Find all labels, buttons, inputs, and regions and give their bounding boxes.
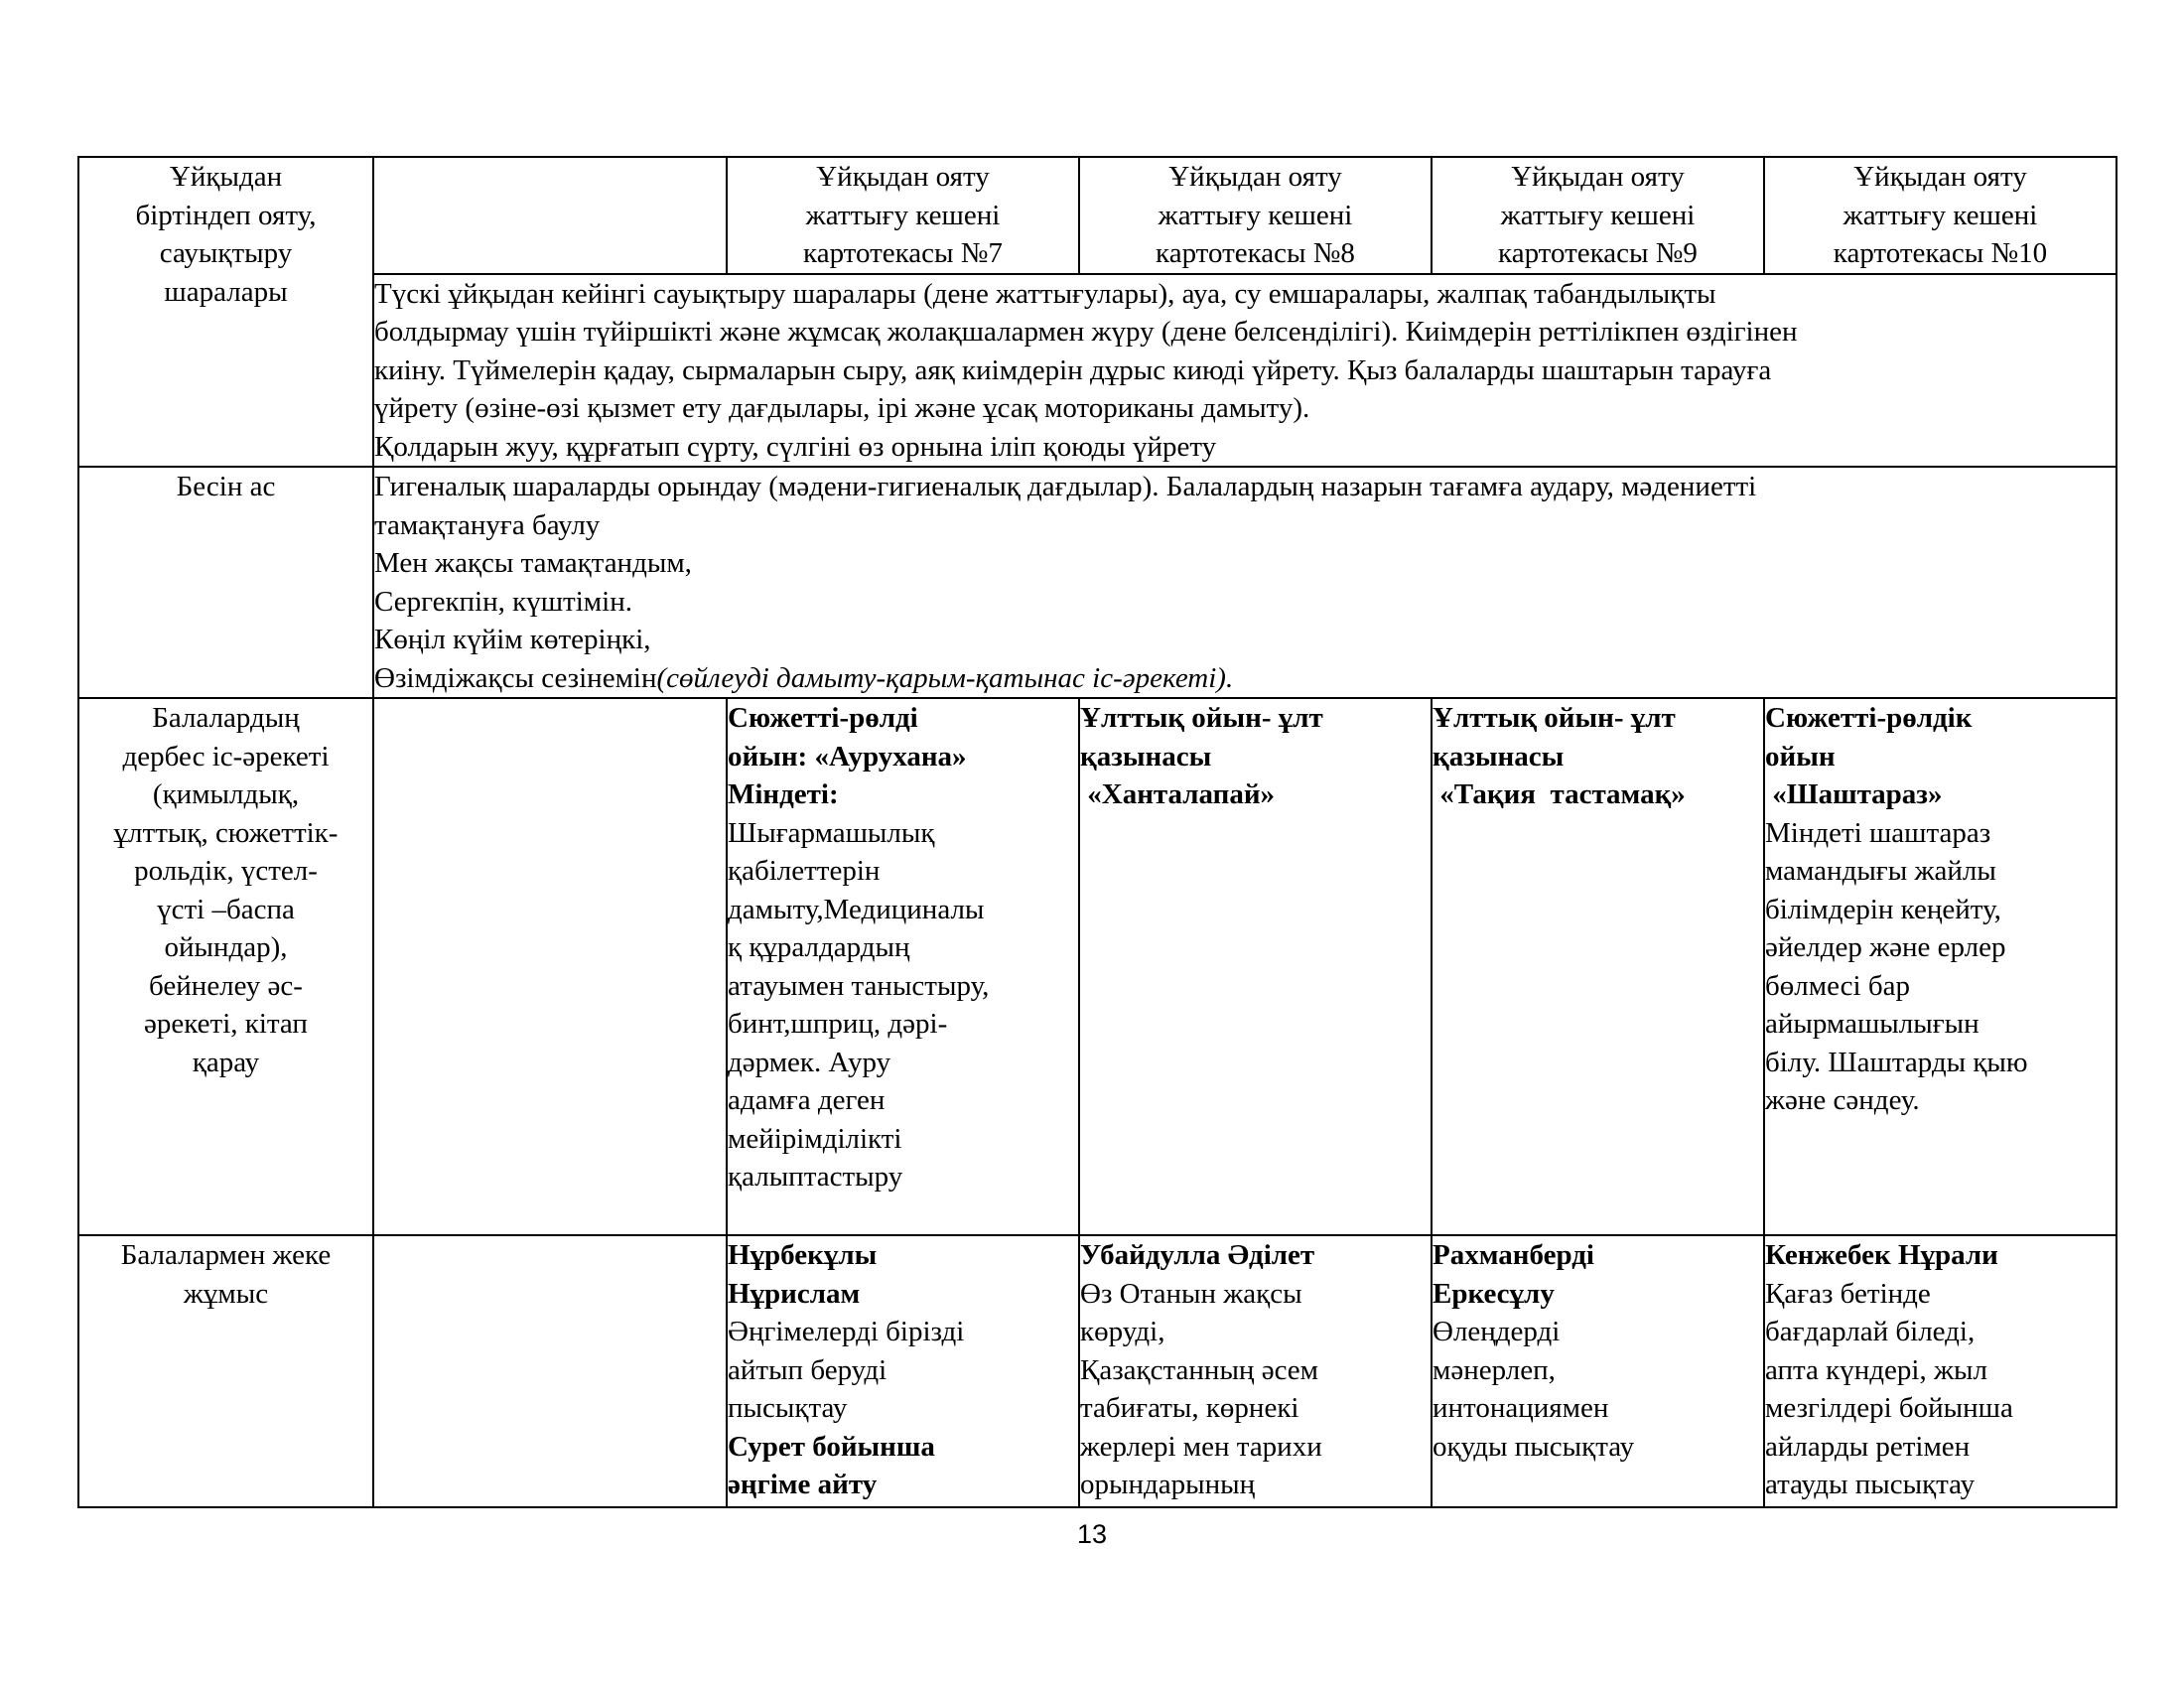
snack-label: [78, 467, 373, 698]
label-line: Балалардың: [152, 702, 300, 734]
label-line: сауықтыру: [159, 237, 293, 269]
empty-cell: [373, 698, 727, 1235]
card-line: Ұйқыдан ояту: [816, 161, 990, 193]
activity-hairdresser-game: [1764, 698, 2116, 1235]
game-title: Ұлттық ойын- ұлт: [1433, 702, 1676, 734]
child-name: Нұрбекұлы: [728, 1239, 878, 1271]
game-title: Сюжетті-рөлді: [728, 702, 918, 734]
label-line: (қимылдық,: [152, 778, 300, 810]
text-line: апта күндері, жыл: [1765, 1353, 1987, 1386]
card-9: [1432, 157, 1764, 274]
individual-child-3: [1432, 1235, 1764, 1507]
text-line: Мен жақсы тамақтандым,: [374, 547, 692, 579]
text-line: бағдарлай біледі,: [1765, 1316, 1976, 1347]
empty-cell: [373, 1235, 727, 1507]
text-line: айтып беруді: [728, 1353, 887, 1386]
game-title: Ұлттық ойын- ұлт: [1080, 702, 1323, 734]
card-line: картотекасы №7: [803, 237, 1003, 269]
task-heading: әңгіме айту: [728, 1469, 878, 1500]
label-line: бейнелеу әс-: [149, 969, 303, 1002]
wakeup-label: [78, 157, 373, 467]
child-name: Нұрислам: [728, 1277, 861, 1310]
child-name: Кенжебек Нұрали: [1765, 1239, 1998, 1271]
text-line: Міндеті шаштараз: [1765, 816, 1991, 849]
text-line: мезгілдері бойынша: [1765, 1392, 2013, 1424]
page-number: 13: [1076, 1519, 1108, 1549]
card-line: жаттығу кешені: [1500, 199, 1696, 231]
individual-child-1: [727, 1235, 1079, 1507]
text-line: білу. Шаштарды қыю: [1765, 1046, 2028, 1078]
activity-national-game-2: [1432, 698, 1764, 1235]
text-line: тамақтануға баулу: [374, 508, 601, 541]
text-line: атауымен таныстыру,: [728, 969, 990, 1002]
game-title: қазынасы: [1433, 740, 1565, 773]
label-line: рольдік, үстел-: [134, 855, 318, 887]
label-line: Ұйқыдан: [169, 161, 283, 193]
text-line: орындарының: [1080, 1469, 1256, 1500]
text-line: айырмашылығын: [1765, 1008, 1979, 1040]
card-line: жаттығу кешені: [1158, 199, 1353, 231]
daily-plan-table: [77, 156, 2117, 1508]
text-line: бөлмесі бар: [1765, 969, 1910, 1002]
text-line: Өлеңдерді: [1433, 1316, 1561, 1347]
activity-row: [78, 698, 2116, 1235]
text-plain: Өзімдіжақсы сезінемін: [374, 661, 657, 694]
text-line: табиғаты, көрнекі: [1080, 1392, 1299, 1424]
label-line: Балалармен жеке: [120, 1239, 332, 1271]
text-line: жерлері мен тарихи: [1080, 1430, 1322, 1463]
text-line: Қағаз бетінде: [1765, 1277, 1931, 1310]
text-line: пысықтау: [728, 1392, 848, 1424]
task-heading: Сурет бойынша: [728, 1430, 935, 1463]
game-title: ойын: [1765, 740, 1836, 773]
card-line: картотекасы №8: [1156, 237, 1355, 269]
card-line: жаттығу кешені: [805, 199, 1001, 231]
text-line: Түскі ұйқыдан кейінгі сауықтыру шаралары (дене жаттығулары), ауа, су емшаралары, жалпақ табандылықты: [374, 277, 1716, 310]
text-line: [374, 659, 2116, 698]
text-line: интонациямен: [1433, 1392, 1609, 1424]
individual-label: [78, 1235, 373, 1507]
empty-cell: [373, 157, 727, 274]
text-line: Қолдарын жуу, құрғатып сүрту, сүлгіні өз орнына іліп қоюды үйрету: [374, 430, 1217, 463]
text-line: Көңіл күйім көтеріңкі,: [374, 624, 651, 655]
text-line: Гигеналық шараларды орындау (мәдени-гигиеналық дағдылар). Балалардың назарын тағамға аудару, мәдениетті: [374, 471, 1757, 502]
card-line: картотекасы №10: [1833, 237, 2048, 269]
text-line: дамыту,Медициналы: [728, 893, 985, 925]
text-line: бинт,шприц, дәрі-: [728, 1008, 948, 1040]
card-7: [727, 157, 1079, 274]
snack-description: [373, 467, 2116, 698]
text-line: мәнерлеп,: [1433, 1353, 1556, 1386]
card-10: [1764, 157, 2116, 274]
text-line: Шығармашылық: [728, 816, 935, 849]
card-8: [1079, 157, 1432, 274]
label-line: қарау: [192, 1046, 260, 1078]
text-line: мейірімділікті: [728, 1122, 902, 1155]
card-line: картотекасы №9: [1498, 237, 1698, 269]
text-italic-note: (сөйлеуді дамыту-қарым-қатынас іс-әрекеті).: [656, 661, 1234, 694]
text-line: айларды ретімен: [1765, 1430, 1971, 1463]
text-line: Сергекпін, күштімін.: [374, 585, 632, 618]
card-line: Ұйқыдан ояту: [1853, 161, 2027, 193]
child-name: Еркесұлу: [1433, 1277, 1555, 1310]
label-line: біртіндеп ояту,: [135, 199, 317, 231]
label-line: ойындар),: [164, 931, 288, 963]
card-line: жаттығу кешені: [1843, 199, 2038, 231]
wakeup-row: [78, 157, 2116, 274]
snack-row: [78, 467, 2116, 698]
label-line: әрекеті, кітап: [144, 1008, 308, 1040]
individual-row: [78, 1235, 2116, 1507]
child-name: Убайдулла Әділет: [1080, 1239, 1315, 1271]
text-line: қалыптастыру: [728, 1161, 903, 1193]
individual-child-2: [1079, 1235, 1432, 1507]
text-line: қ құралдардың: [728, 931, 910, 963]
label-line: жұмыс: [183, 1277, 269, 1310]
text-line: білімдерін кеңейту,: [1765, 893, 2001, 925]
activity-hospital-game: [727, 698, 1079, 1235]
text-line: қабілеттерін: [728, 855, 881, 887]
label-line: Бесін ас: [176, 471, 276, 502]
game-title: «Тақия тастамақ»: [1433, 778, 1686, 810]
text-line: үйрету (өзіне-өзі қызмет ету дағдылары, ірі және ұсақ моториканы дамыту).: [374, 392, 1310, 424]
card-line: Ұйқыдан ояту: [1168, 161, 1342, 193]
text-line: адамға деген: [728, 1084, 886, 1116]
text-line: әйелдер және ерлер: [1765, 931, 2006, 963]
text-line: дәрмек. Ауру: [728, 1046, 891, 1078]
activity-national-game-1: [1079, 698, 1432, 1235]
text-line: және сәндеу.: [1765, 1084, 1920, 1116]
game-title: қазынасы: [1080, 740, 1212, 773]
text-line: Өз Отанын жақсы: [1080, 1277, 1302, 1310]
label-line: дербес іс-әрекеті: [122, 740, 330, 773]
activity-label: [78, 698, 373, 1235]
label-line: шаралары: [164, 275, 288, 308]
text-line: Әңгімелерді бірізді: [728, 1316, 965, 1347]
text-line: оқуды пысықтау: [1433, 1430, 1635, 1463]
label-line: ұлттық, сюжеттік-: [113, 816, 339, 849]
game-title: «Шаштараз»: [1765, 778, 1943, 810]
text-line: киіну. Түймелерін қадау, сырмаларын сыру, аяқ киімдерін дұрыс киюді үйрету. Қыз балаларды шаштарын тарауға: [374, 353, 1772, 386]
card-line: Ұйқыдан ояту: [1511, 161, 1685, 193]
text-line: мамандығы жайлы: [1765, 855, 1996, 887]
wakeup-description: [373, 274, 2116, 468]
text-line: көруді,: [1080, 1316, 1165, 1347]
label-line: үсті –баспа: [157, 893, 295, 925]
child-name: Рахманберді: [1433, 1239, 1594, 1271]
text-line: атауды пысықтау: [1765, 1469, 1976, 1500]
text-line: Қазақстанның әсем: [1080, 1353, 1319, 1386]
wakeup-text-row: [78, 274, 2116, 468]
game-title: «Ханталапай»: [1080, 778, 1276, 810]
game-title: Сюжетті-рөлдік: [1765, 702, 1973, 734]
individual-child-4: [1764, 1235, 2116, 1507]
task-heading: Міндеті:: [728, 778, 839, 810]
text-line: болдырмау үшін түйіршікті және жұмсақ жолақшалармен жүру (дене белсенділігі). Киімдерін реттілікпен өздігінен: [374, 316, 1798, 348]
game-title: ойын: «Аурухана»: [728, 740, 967, 773]
